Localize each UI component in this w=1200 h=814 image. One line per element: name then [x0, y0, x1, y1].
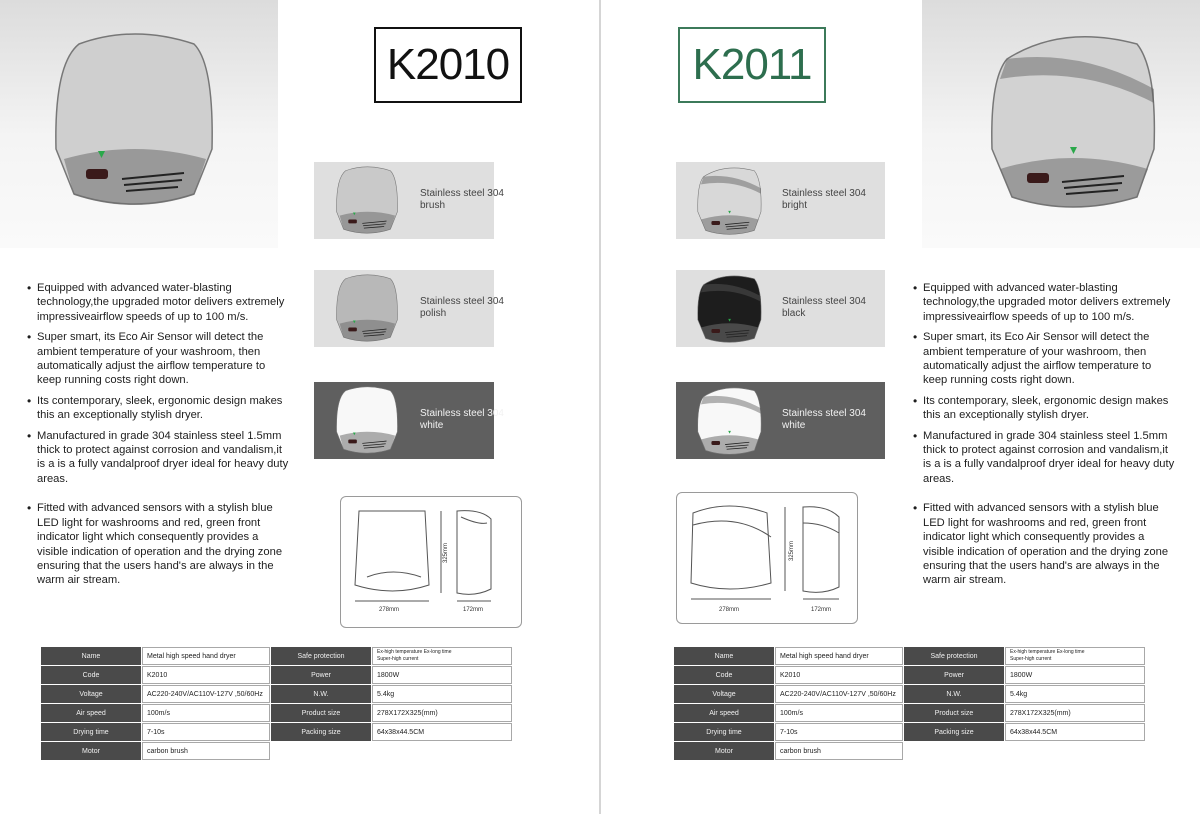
- feature-item: • Its contemporary, sleek, ergonomic design makes this an exceptionally stylish dryer.: [913, 394, 1175, 423]
- feature-item: • Fitted with advanced sensors with a stylish blue LED light for washrooms and red, green front indicator light which consequently provides a visible indication of operation and the drying zone ensuring that the users hand's are always in the warm air stream.: [913, 501, 1175, 587]
- variant-card: [314, 382, 504, 459]
- variant-card: [314, 162, 504, 239]
- spec-row: [41, 723, 512, 741]
- dryer-thumbnail: [690, 260, 768, 356]
- spec-value: AC220-240V/AC110V-127V ,50/60Hz: [775, 685, 903, 703]
- spec-row: [674, 723, 1145, 741]
- hand-dryer-image: [0, 0, 278, 248]
- spec-key: Motor: [41, 742, 141, 760]
- spec-value: 1800W: [1005, 666, 1145, 684]
- variant-card: [314, 270, 504, 347]
- spec-key: Name: [41, 647, 141, 665]
- spec-value: 7-10s: [142, 723, 270, 741]
- model-title: [374, 27, 522, 103]
- spec-value: 5.4kg: [1005, 685, 1145, 703]
- model-title: [678, 27, 826, 103]
- spec-key: N.W.: [904, 685, 1004, 703]
- variant-label: Stainless steel 304 white: [782, 408, 866, 431]
- spec-row: [41, 704, 512, 722]
- spec-row: [41, 742, 512, 760]
- spec-empty: [372, 742, 512, 760]
- spec-value: Metal high speed hand dryer: [142, 647, 270, 665]
- feature-item: • Super smart, its Eco Air Sensor will detect the ambient temperature of your washroom, then automatically adjust the airflow temperature to keep running costs right down.: [27, 330, 289, 388]
- spec-key: Air speed: [41, 704, 141, 722]
- spec-value: 1800W: [372, 666, 512, 684]
- model-title-text: K2011: [692, 40, 812, 89]
- spec-key: Air speed: [674, 704, 774, 722]
- spec-row: [674, 742, 1145, 760]
- variant-card: [676, 382, 885, 459]
- spec-key: Power: [271, 666, 371, 684]
- dryer-thumbnail: [328, 260, 406, 356]
- spec-row: [674, 647, 1145, 665]
- right-page: [601, 0, 1200, 814]
- spec-key: Voltage: [41, 685, 141, 703]
- spec-key: Code: [41, 666, 141, 684]
- feature-item: • Fitted with advanced sensors with a stylish blue LED light for washrooms and red, green front indicator light which consequently provides a visible indication of operation and the drying zone ensuring that the users hand's are always in the warm air stream.: [27, 501, 289, 587]
- spec-key: Voltage: [674, 685, 774, 703]
- dryer-thumbnail: [690, 372, 768, 468]
- spec-value: Metal high speed hand dryer: [775, 647, 903, 665]
- spec-value: 100m/s: [775, 704, 903, 722]
- spec-value: K2010: [775, 666, 903, 684]
- spec-key: Safe protection: [904, 647, 1004, 665]
- spec-empty: [271, 742, 371, 760]
- variant-label: Stainless steel 304 brush: [420, 188, 504, 211]
- feature-list: [913, 281, 1175, 594]
- spec-value: Ex-high temperature Ex-long time Super-high current: [1005, 647, 1145, 665]
- spec-key: Code: [674, 666, 774, 684]
- variant-label: Stainless steel 304 white: [420, 408, 504, 431]
- feature-item: • Super smart, its Eco Air Sensor will detect the ambient temperature of your washroom, then automatically adjust the airflow temperature to keep running costs right down.: [913, 330, 1175, 388]
- depth-dimension: 172mm: [463, 607, 484, 613]
- spec-value: Ex-high temperature Ex-long time Super-high current: [372, 647, 512, 665]
- hand-dryer-image: [922, 0, 1200, 248]
- spec-table: [40, 646, 513, 761]
- spec-row: [41, 647, 512, 665]
- spec-key: Drying time: [674, 723, 774, 741]
- variant-label: Stainless steel 304 bright: [782, 188, 866, 211]
- spec-key: N.W.: [271, 685, 371, 703]
- variant-card: [676, 270, 885, 347]
- spec-value: 5.4kg: [372, 685, 512, 703]
- dryer-thumbnail: [328, 152, 406, 248]
- spec-value: AC220-240V/AC110V-127V ,50/60Hz: [142, 685, 270, 703]
- width-dimension: 278mm: [379, 607, 400, 613]
- spec-key: Motor: [674, 742, 774, 760]
- spec-row: [41, 685, 512, 703]
- spec-row: [674, 666, 1145, 684]
- technical-drawing: [341, 497, 521, 627]
- technical-drawing: [677, 493, 857, 623]
- dryer-thumbnail: [328, 372, 406, 468]
- spec-empty: [1005, 742, 1145, 760]
- height-dimension: 325mm: [789, 540, 795, 561]
- feature-list: [27, 281, 289, 594]
- spec-key: Safe protection: [271, 647, 371, 665]
- spec-value: carbon brush: [775, 742, 903, 760]
- height-dimension: 325mm: [443, 542, 449, 563]
- hero-photo: [0, 0, 278, 248]
- spec-key: Product size: [271, 704, 371, 722]
- spec-value: 278X172X325(mm): [372, 704, 512, 722]
- spec-value: K2010: [142, 666, 270, 684]
- dimension-drawing: [676, 492, 858, 624]
- left-page: [0, 0, 599, 814]
- spec-key: Packing size: [904, 723, 1004, 741]
- spec-value: 7-10s: [775, 723, 903, 741]
- variant-label: Stainless steel 304 polish: [420, 296, 504, 319]
- dimension-drawing: [340, 496, 522, 628]
- spec-value: 278X172X325(mm): [1005, 704, 1145, 722]
- spec-row: [674, 704, 1145, 722]
- dryer-thumbnail: [690, 152, 768, 248]
- feature-item: • Equipped with advanced water-blasting technology,the upgraded motor delivers extremely impressiveairflow speeds of up to 100 m/s.: [27, 281, 289, 324]
- spec-key: Product size: [904, 704, 1004, 722]
- hero-photo: [922, 0, 1200, 248]
- model-title-text: K2010: [386, 40, 510, 89]
- spec-key: Drying time: [41, 723, 141, 741]
- spec-value: 64x38x44.5CM: [372, 723, 512, 741]
- spec-key: Packing size: [271, 723, 371, 741]
- spec-value: 100m/s: [142, 704, 270, 722]
- spec-key: Power: [904, 666, 1004, 684]
- feature-item: • Equipped with advanced water-blasting technology,the upgraded motor delivers extremely impressiveairflow speeds of up to 100 m/s.: [913, 281, 1175, 324]
- spec-row: [674, 685, 1145, 703]
- depth-dimension: 172mm: [811, 607, 832, 613]
- spec-key: Name: [674, 647, 774, 665]
- spec-table: [673, 646, 1146, 761]
- feature-item: • Manufactured in grade 304 stainless steel 1.5mm thick to protect against corrosion and vandalism,it is a is a fully vandalproof dryer ideal for heavy duty areas.: [27, 429, 289, 487]
- feature-item: • Its contemporary, sleek, ergonomic design makes this an exceptionally stylish dryer.: [27, 394, 289, 423]
- variant-label: Stainless steel 304 black: [782, 296, 866, 319]
- feature-item: • Manufactured in grade 304 stainless steel 1.5mm thick to protect against corrosion and vandalism,it is a is a fully vandalproof dryer ideal for heavy duty areas.: [913, 429, 1175, 487]
- variant-card: [676, 162, 885, 239]
- spec-value: carbon brush: [142, 742, 270, 760]
- spec-row: [41, 666, 512, 684]
- width-dimension: 278mm: [719, 607, 740, 613]
- spec-value: 64x38x44.5CM: [1005, 723, 1145, 741]
- spec-empty: [904, 742, 1004, 760]
